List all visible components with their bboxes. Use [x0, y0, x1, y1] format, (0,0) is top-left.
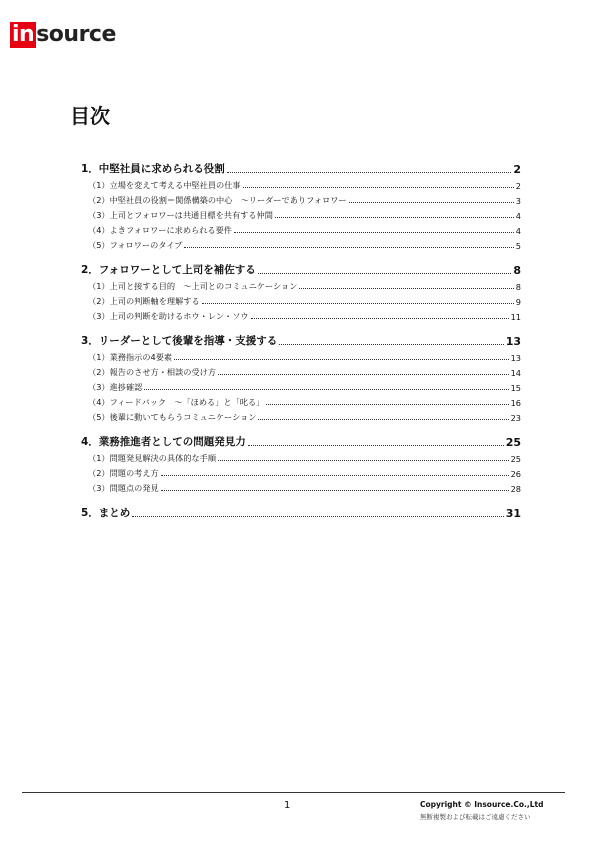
toc-subsection-label: （2）報告のさせ方・相談の受け方 — [88, 367, 217, 377]
toc-subsection-label: （3）上司とフォロワーは共通目標を共有する仲間 — [88, 210, 273, 220]
leader-dots — [218, 374, 509, 375]
toc-subsection-entry[interactable] — [81, 176, 521, 191]
toc-subsection-label: （1）問題発見解決の具体的な手順 — [88, 453, 217, 463]
toc-subsection-entry[interactable] — [81, 236, 521, 251]
leader-dots — [248, 445, 504, 446]
table-of-contents — [81, 156, 521, 526]
leader-dots — [279, 344, 503, 345]
footer-divider — [22, 792, 565, 793]
toc-subsection-label: （1）業務指示の4要素 — [88, 352, 173, 362]
toc-subsection-page: 15 — [510, 383, 521, 393]
toc-subsection-entry[interactable] — [81, 393, 521, 408]
toc-subsection-entry[interactable] — [81, 363, 521, 378]
leader-dots — [243, 187, 514, 188]
toc-subsection-label: （5）フォロワーのタイプ — [88, 240, 183, 250]
toc-subsection-entry[interactable] — [81, 277, 521, 292]
toc-section-entry[interactable] — [81, 429, 521, 449]
toc-subsection-entry[interactable] — [81, 464, 521, 479]
toc-subsection-page: 3 — [515, 196, 521, 206]
leader-dots — [349, 202, 514, 203]
toc-subsection-page: 25 — [510, 454, 521, 464]
leader-dots — [251, 318, 509, 319]
page-number: 1 — [284, 800, 291, 811]
reproduction-notice: 無断複製および転載はご遠慮ください — [420, 813, 531, 821]
leader-dots — [202, 303, 514, 304]
toc-section-page: 31 — [505, 507, 521, 520]
toc-section — [81, 328, 521, 429]
logo-mark: in — [12, 22, 35, 47]
toc-subsection-page: 4 — [515, 211, 521, 221]
toc-section-label: 5．まとめ — [81, 507, 131, 519]
toc-subsection-label: （2）中堅社員の役割＝関係構築の中心 ～リーダーでありフォロワー — [88, 195, 347, 205]
leader-dots — [299, 288, 513, 289]
toc-subsection-page: 2 — [515, 181, 521, 191]
toc-subsection-page: 16 — [510, 398, 521, 408]
toc-subsection-label: （3）進捗確認 — [88, 382, 143, 392]
toc-section-page: 2 — [513, 163, 521, 176]
toc-subsection-entry[interactable] — [81, 206, 521, 221]
section-spacer — [81, 520, 521, 526]
toc-subsection-entry[interactable] — [81, 191, 521, 206]
toc-section-page: 25 — [505, 436, 521, 449]
leader-dots — [184, 247, 513, 248]
toc-section-label: 2．フォロワーとして上司を補佐する — [81, 264, 256, 276]
leader-dots — [258, 273, 512, 274]
toc-subsection-entry[interactable] — [81, 348, 521, 363]
leader-dots — [275, 217, 514, 218]
toc-subsection-label: （1）立場を変えて考える中堅社員の仕事 — [88, 180, 241, 190]
toc-subsection-page: 4 — [515, 226, 521, 236]
toc-subsection-entry[interactable] — [81, 307, 521, 322]
toc-subsection-label: （2）問題の考え方 — [88, 468, 159, 478]
leader-dots — [144, 389, 508, 390]
toc-section-page: 8 — [513, 264, 521, 277]
copyright-text: Copyright © Insource.Co.,Ltd — [420, 800, 544, 809]
toc-subsection-entry[interactable] — [81, 221, 521, 236]
toc-subsection-entry[interactable] — [81, 378, 521, 393]
toc-subsection-label: （4）よきフォロワーに求められる要件 — [88, 225, 232, 235]
toc-section-entry[interactable] — [81, 156, 521, 176]
toc-section — [81, 500, 521, 526]
toc-subsection-label: （3）上司の判断を助けるホウ・レン・ソウ — [88, 311, 249, 321]
toc-subsection-label: （5）後輩に動いてもらうコミュニケーション — [88, 412, 257, 422]
toc-subsection-page: 26 — [510, 469, 521, 479]
toc-section-entry[interactable] — [81, 500, 521, 520]
toc-subsection-page: 23 — [510, 413, 521, 423]
toc-subsection-page: 11 — [510, 312, 521, 322]
toc-section-label: 3．リーダーとして後輩を指導・支援する — [81, 335, 278, 347]
leader-dots — [161, 490, 509, 491]
leader-dots — [161, 475, 509, 476]
toc-section-entry[interactable] — [81, 328, 521, 348]
toc-section-label: 4．業務推進者としての問題発見力 — [81, 436, 246, 448]
toc-title: 目次 — [70, 104, 110, 128]
toc-section — [81, 257, 521, 328]
toc-subsection-label: （4）フィードバック ～「ほめる」と「叱る」 — [88, 397, 265, 407]
leader-dots — [132, 516, 503, 517]
toc-subsection-entry[interactable] — [81, 292, 521, 307]
leader-dots — [218, 460, 509, 461]
toc-subsection-page: 13 — [510, 353, 521, 363]
leader-dots — [227, 172, 512, 173]
toc-subsection-label: （1）上司と接する目的 ～上司とのコミュニケーション — [88, 281, 298, 291]
toc-subsection-page: 5 — [515, 241, 521, 251]
leader-dots — [234, 232, 514, 233]
insource-logo — [10, 22, 116, 48]
logo-text: source — [36, 22, 116, 47]
toc-section-label: 1．中堅社員に求められる役割 — [81, 163, 225, 175]
toc-subsection-label: （2）上司の判断軸を理解する — [88, 296, 200, 306]
toc-section — [81, 429, 521, 500]
leader-dots — [266, 404, 508, 405]
toc-subsection-page: 8 — [515, 282, 521, 292]
toc-subsection-page: 9 — [515, 297, 521, 307]
toc-section — [81, 156, 521, 257]
toc-subsection-page: 28 — [510, 484, 521, 494]
leader-dots — [174, 359, 508, 360]
toc-section-entry[interactable] — [81, 257, 521, 277]
toc-subsection-label: （3）問題点の発見 — [88, 483, 159, 493]
toc-section-page: 13 — [505, 335, 521, 348]
leader-dots — [258, 419, 508, 420]
toc-subsection-entry[interactable] — [81, 408, 521, 423]
toc-subsection-page: 14 — [510, 368, 521, 378]
toc-subsection-entry[interactable] — [81, 479, 521, 494]
toc-subsection-entry[interactable] — [81, 449, 521, 464]
